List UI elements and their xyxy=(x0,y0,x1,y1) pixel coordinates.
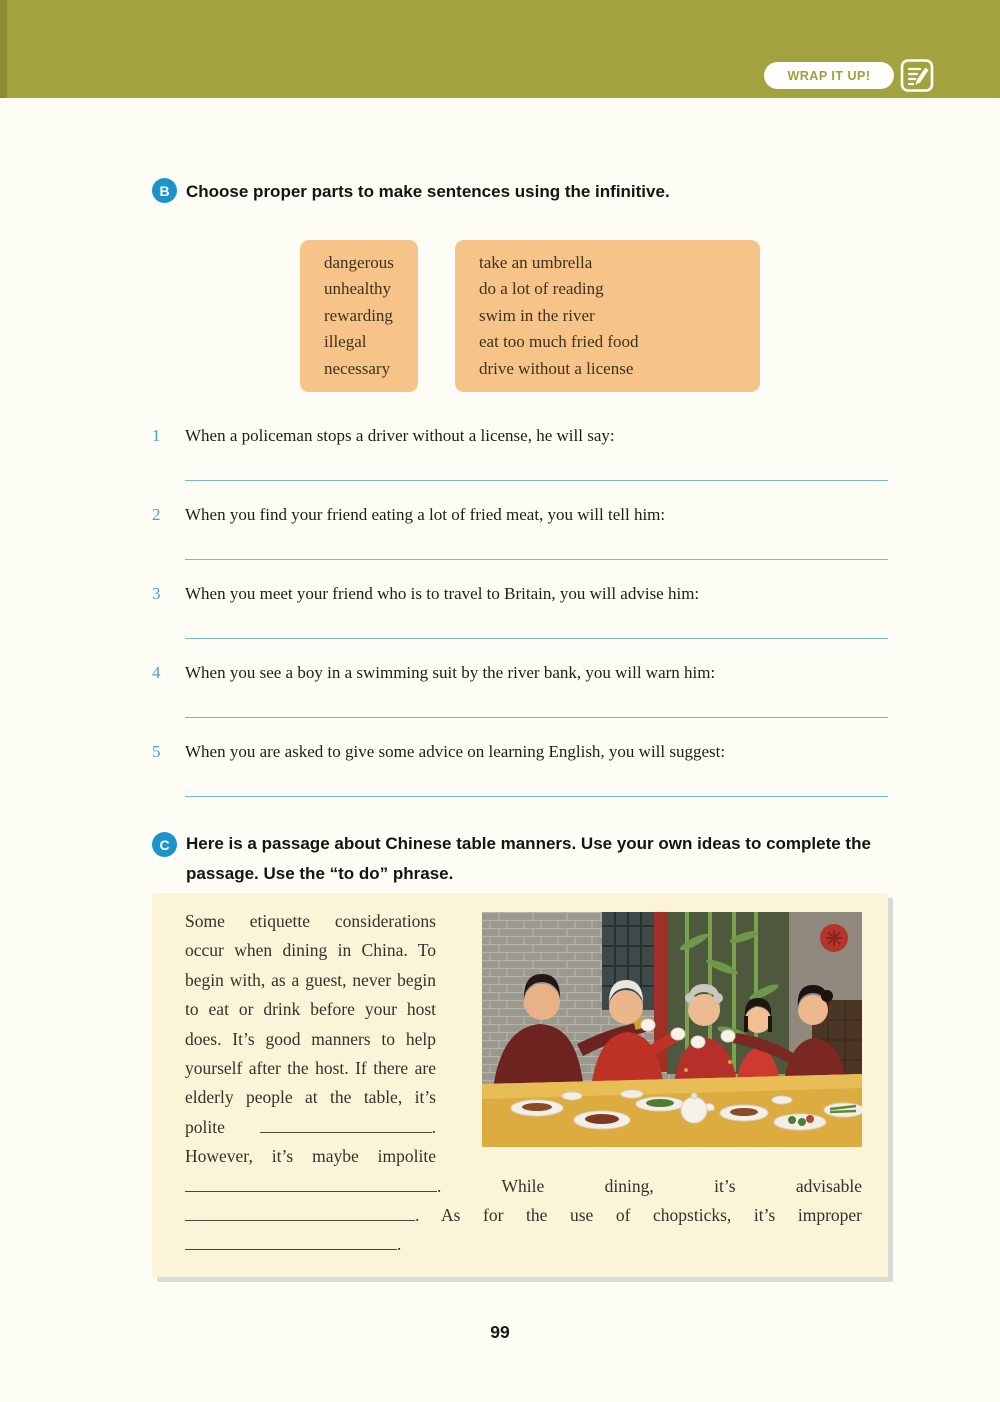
passage-seg-4: . As for the use of chopsticks, it’s improper xyxy=(415,1205,862,1226)
writing-exercise-icon xyxy=(900,58,934,93)
exercise-item xyxy=(152,740,888,797)
word-item: unhealthy xyxy=(324,279,392,299)
phrase-item: take an umbrella xyxy=(479,253,593,272)
section-b-marker: B xyxy=(152,178,177,203)
fill-blank-4 xyxy=(185,1249,397,1250)
item-number: 1 xyxy=(152,426,161,445)
item-prompt: When you see a boy in a swimming suit by the river bank, you will warn him: xyxy=(185,663,716,682)
item-number: 5 xyxy=(152,742,161,761)
passage-seg-2: . However, it’s maybe impolite xyxy=(185,1116,436,1167)
item-prompt: When you meet your friend who is to travel to Britain, you will advise him: xyxy=(185,584,700,603)
phrase-item: eat too much fried food xyxy=(479,332,639,352)
exercise-items xyxy=(152,424,888,819)
top-bar xyxy=(0,0,1000,98)
phrase-item: swim in the river xyxy=(479,305,595,325)
word-item: necessary xyxy=(324,358,391,378)
section-c-heading xyxy=(152,829,886,889)
exercise-item xyxy=(152,503,888,560)
phrase-item: do a lot of reading xyxy=(479,279,604,299)
item-prompt: When you are asked to give some advice on learning English, you will suggest: xyxy=(185,742,726,761)
answer-line xyxy=(185,638,888,639)
answer-line xyxy=(185,796,888,797)
family-dinner-photo xyxy=(482,912,862,1147)
passage-seg-1: Some etiquette considerations occur when dining in China. To begin with, as a guest, never begin to eat or drink before your host does. It’s good manners to help yourself after the host. If there are elderly people at the table, it’s polite xyxy=(185,911,436,1137)
wrap-it-up-label: WRAP IT UP! xyxy=(787,68,871,83)
fill-blank-1 xyxy=(260,1132,432,1133)
answer-line xyxy=(185,559,888,560)
wrap-it-up-badge xyxy=(764,62,894,89)
item-prompt: When you find your friend eating a lot of fried meat, you will tell him: xyxy=(185,505,666,524)
passage-seg-5: . xyxy=(397,1234,402,1255)
passage-seg-3: . While dining, it’s advisable xyxy=(437,1175,862,1196)
word-choice-boxes xyxy=(300,240,760,392)
phrase-item: drive without a license xyxy=(479,358,634,378)
page-spine-edge xyxy=(0,0,7,98)
photo-table xyxy=(482,1074,862,1147)
word-item: dangerous xyxy=(324,253,394,272)
exercise-item xyxy=(152,424,888,481)
section-c-title: Here is a passage about Chinese table manners. Use your own ideas to complete the passage. Use the “to do” phrase. xyxy=(186,834,871,883)
answer-line xyxy=(185,717,888,718)
passage-panel xyxy=(152,893,888,1277)
exercise-item xyxy=(152,661,888,718)
item-number: 3 xyxy=(152,584,161,603)
section-b-title: Choose proper parts to make sentences using the infinitive. xyxy=(186,182,670,201)
item-prompt: When a policeman stops a driver without a license, he will say: xyxy=(185,426,615,445)
phrase-word-box xyxy=(455,240,760,392)
exercise-item xyxy=(152,582,888,639)
section-b-heading xyxy=(152,177,670,207)
item-number: 2 xyxy=(152,505,161,524)
page-number: 99 xyxy=(490,1322,510,1342)
item-number: 4 xyxy=(152,663,161,682)
fill-blank-2 xyxy=(185,1191,437,1192)
fill-blank-3 xyxy=(185,1220,415,1221)
word-item: rewarding xyxy=(324,305,393,325)
answer-line xyxy=(185,480,888,481)
word-item: illegal xyxy=(324,332,367,352)
passage-text xyxy=(152,893,888,1260)
adjective-word-box xyxy=(300,240,418,392)
section-c-marker: C xyxy=(152,832,177,857)
